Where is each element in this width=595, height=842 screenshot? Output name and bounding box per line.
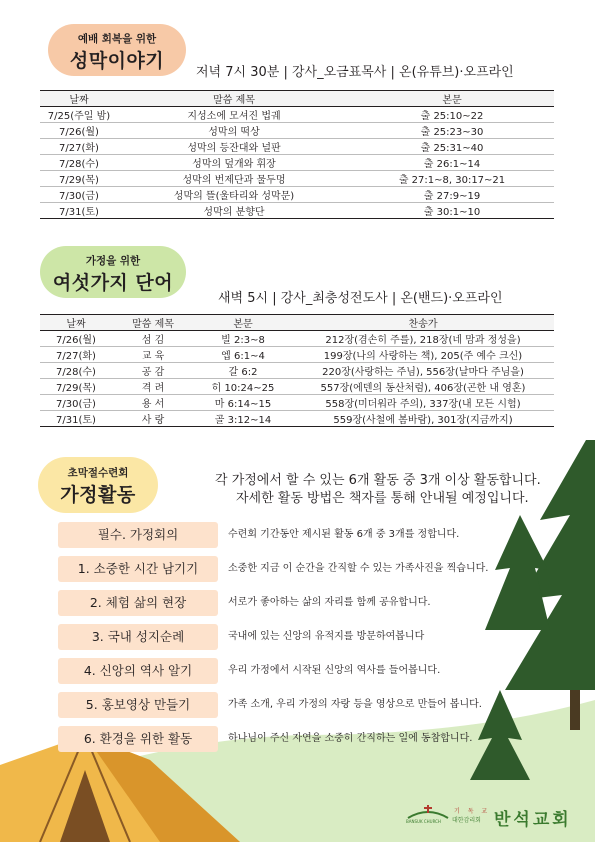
table-cell: 골 3:12~14 <box>194 411 292 427</box>
column-header: 날짜 <box>40 315 112 331</box>
table-cell: 성막의 번제단과 물두멍 <box>118 171 350 187</box>
table-cell: 출 27:9~19 <box>350 187 554 203</box>
section1-title: 성막이야기 <box>69 50 165 72</box>
logo-english: BANSUK CHURCH <box>406 819 441 824</box>
section2-info: 새벽 5시 | 강사_최충성전도사 | 온(밴드)·오프라인 <box>218 291 503 306</box>
table-cell: 히 10:24~25 <box>194 379 292 395</box>
logo-small-top: 기 독 교 <box>454 808 491 815</box>
activity-desc: 가족 소개, 우리 가정의 자랑 등을 영상으로 만들어 봅니다. <box>228 699 482 710</box>
activity-item <box>58 556 528 582</box>
table-cell: 섬 김 <box>112 331 194 347</box>
table-row <box>40 395 554 411</box>
table-cell: 출 25:23~30 <box>350 123 554 139</box>
table-cell: 성막의 덮개와 휘장 <box>118 155 350 171</box>
activity-label: 1. 소중한 시간 남기기 <box>58 556 218 582</box>
table-cell: 7/28(수) <box>40 363 112 379</box>
activity-intro <box>215 472 541 508</box>
activity-desc: 수련회 기간동안 제시된 활동 6개 중 3개를 정합니다. <box>228 529 460 540</box>
table-cell: 격 려 <box>112 379 194 395</box>
table-cell: 성막의 등잔대와 널판 <box>118 139 350 155</box>
table-cell: 7/26(월) <box>40 123 118 139</box>
table-cell: 지성소에 모셔진 법궤 <box>118 107 350 123</box>
section1-info: 저녁 7시 30분 | 강사_오금표목사 | 온(유튜브)·오프라인 <box>196 65 514 80</box>
table-cell: 출 25:10~22 <box>350 107 554 123</box>
table-row <box>40 379 554 395</box>
table-row <box>40 187 554 203</box>
table-row <box>40 107 554 123</box>
logo-small-bottom: 대한감리회 <box>452 817 481 824</box>
column-header: 찬송가 <box>292 315 554 331</box>
section1-table <box>40 90 554 219</box>
table-cell: 7/27(화) <box>40 347 112 363</box>
table-cell: 출 25:31~40 <box>350 139 554 155</box>
table-row <box>40 411 554 427</box>
table-cell: 558장(미더워라 주의), 337장(내 모든 시험) <box>292 395 554 411</box>
section3-badge <box>38 457 158 513</box>
table-cell: 엡 6:1~4 <box>194 347 292 363</box>
activity-label: 2. 체험 삶의 현장 <box>58 590 218 616</box>
table-cell: 7/28(수) <box>40 155 118 171</box>
table-row <box>40 155 554 171</box>
table-cell: 성막의 떡상 <box>118 123 350 139</box>
table-row <box>40 139 554 155</box>
church-logo <box>398 804 580 830</box>
church-logo-icon <box>406 804 450 820</box>
table-cell: 갈 6:2 <box>194 363 292 379</box>
table-cell: 마 6:14~15 <box>194 395 292 411</box>
section2-subtitle: 가정을 위한 <box>85 255 141 267</box>
column-header: 말씀 제목 <box>118 91 350 107</box>
activity-item <box>58 590 528 616</box>
intro-line: 자세한 활동 방법은 책자를 통해 안내될 예정입니다. <box>236 491 529 506</box>
table-cell: 220장(사랑하는 주님), 556장(날마다 주님을) <box>292 363 554 379</box>
table-cell: 출 30:1~10 <box>350 203 554 219</box>
activity-item <box>58 522 528 548</box>
table-cell: 7/30(금) <box>40 187 118 203</box>
section3-title: 가정활동 <box>60 484 136 506</box>
table-cell: 7/27(화) <box>40 139 118 155</box>
table-row <box>40 347 554 363</box>
table-cell: 199장(나의 사랑하는 책), 205(주 예수 크신) <box>292 347 554 363</box>
table-cell: 7/31(토) <box>40 411 112 427</box>
table-cell: 7/30(금) <box>40 395 112 411</box>
activity-label: 4. 신앙의 역사 알기 <box>58 658 218 684</box>
table-cell: 출 27:1~8, 30:17~21 <box>350 171 554 187</box>
table-cell: 성막의 뜰(울타리와 성막문) <box>118 187 350 203</box>
activity-item <box>58 658 528 684</box>
activity-desc: 서로가 좋아하는 삶의 자리를 함께 공유합니다. <box>228 597 431 608</box>
intro-line: 각 가정에서 할 수 있는 6개 활동 중 3개 이상 활동합니다. <box>215 473 541 488</box>
table-cell: 7/26(월) <box>40 331 112 347</box>
table-cell: 7/29(목) <box>40 379 112 395</box>
section2-table <box>40 314 554 427</box>
logo-name: 반석교회 <box>494 810 572 830</box>
column-header: 본문 <box>350 91 554 107</box>
table-cell: 사 랑 <box>112 411 194 427</box>
section2-title: 여섯가지 단어 <box>52 272 174 294</box>
table-cell: 교 육 <box>112 347 194 363</box>
activity-label: 3. 국내 성지순례 <box>58 624 218 650</box>
column-header: 말씀 제목 <box>112 315 194 331</box>
activity-desc: 우리 가정에서 시작된 신앙의 역사를 들어봅니다. <box>228 665 441 676</box>
table-cell: 557장(에덴의 동산처럼), 406장(곤한 내 영혼) <box>292 379 554 395</box>
table-row <box>40 331 554 347</box>
table-cell: 성막의 분향단 <box>118 203 350 219</box>
table-row <box>40 203 554 219</box>
table-cell: 빌 2:3~8 <box>194 331 292 347</box>
table-cell: 7/31(토) <box>40 203 118 219</box>
table-row <box>40 123 554 139</box>
table-cell: 용 서 <box>112 395 194 411</box>
table-cell: 212장(겸손히 주를), 218장(네 맘과 정성을) <box>292 331 554 347</box>
section2-badge <box>40 246 186 298</box>
column-header: 본문 <box>194 315 292 331</box>
table-row <box>40 363 554 379</box>
section1-badge <box>48 24 186 76</box>
activity-label: 6. 환경을 위한 활동 <box>58 726 218 752</box>
activity-item <box>58 692 528 718</box>
activity-desc: 국내에 있는 신앙의 유적지를 방문하여봅니다 <box>228 631 425 642</box>
table-cell: 공 감 <box>112 363 194 379</box>
table-cell: 출 26:1~14 <box>350 155 554 171</box>
table-row <box>40 171 554 187</box>
table-header-row <box>40 91 554 107</box>
column-header: 날짜 <box>40 91 118 107</box>
activity-label: 필수. 가정회의 <box>58 522 218 548</box>
section3-subtitle: 초막절수련회 <box>67 467 129 479</box>
table-header-row <box>40 315 554 331</box>
table-cell: 7/25(주일 밤) <box>40 107 118 123</box>
section1-subtitle: 예배 회복을 위한 <box>77 33 157 45</box>
activity-item <box>58 726 528 752</box>
table-cell: 7/29(목) <box>40 171 118 187</box>
table-cell: 559장(사철에 봄바람), 301장(지금까지) <box>292 411 554 427</box>
activity-desc: 소중한 지금 이 순간을 간직할 수 있는 가족사진을 찍습니다. <box>228 563 489 574</box>
activity-label: 5. 홍보영상 만들기 <box>58 692 218 718</box>
activity-item <box>58 624 528 650</box>
activity-desc: 하나님이 주신 자연을 소중히 간직하는 일에 동참합니다. <box>228 733 473 744</box>
